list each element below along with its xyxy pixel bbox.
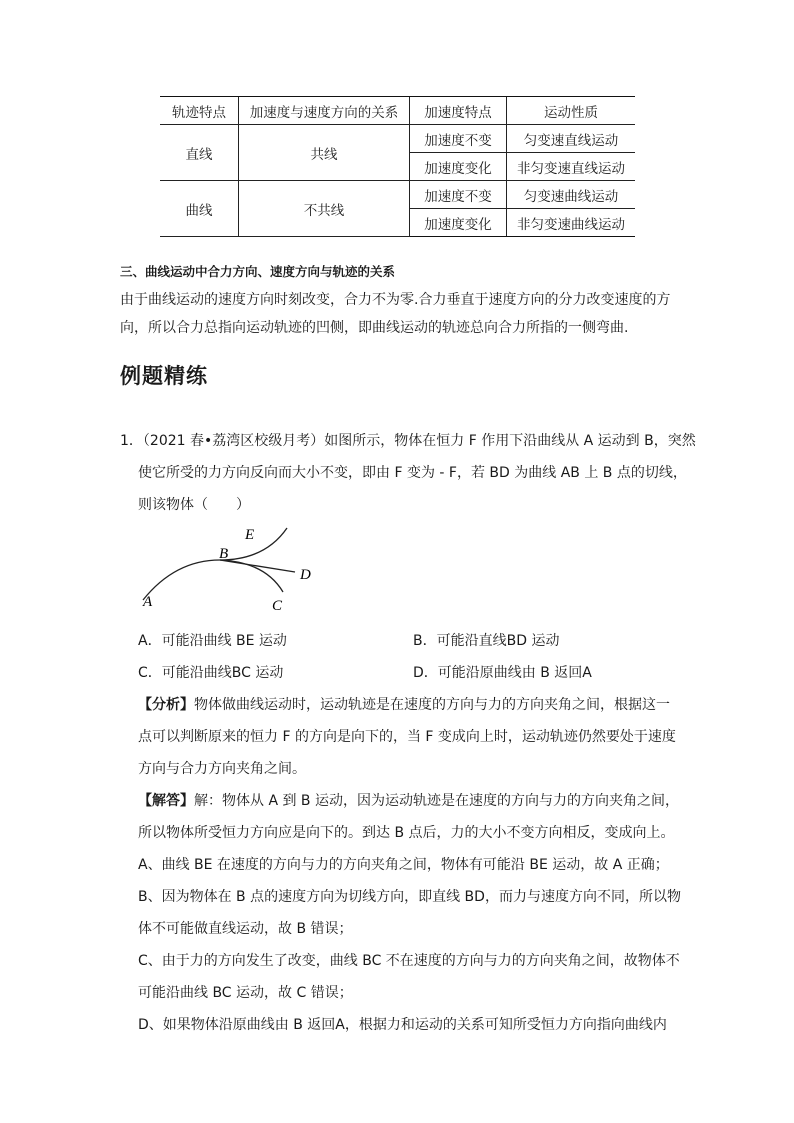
table-cell-track: 直线: [160, 125, 239, 181]
line-BD: [220, 560, 295, 572]
label-C: C: [272, 598, 283, 614]
section-paragraph: [120, 286, 680, 342]
solution-line: 可能沿曲线 BC 运动，故 C 错误；: [138, 985, 353, 1001]
table-cell-nature: 非匀变速直线运动: [507, 153, 636, 181]
table-cell-relation: 不共线: [239, 181, 410, 237]
curve-AB: [143, 560, 220, 600]
table-header-cell: 轨迹特点: [160, 97, 239, 125]
motion-table: [160, 96, 635, 237]
option-d: D．可能沿原曲线由 B 返回A: [413, 665, 592, 681]
solution-line: 所以物体所受恒力方向应是向下的。到达 B 点后，力的大小不变方向相反，变成向上。: [138, 825, 675, 841]
solution-line: [138, 790, 679, 810]
question-line: 1．（2021 春•荔湾区校级月考）如图所示，物体在恒力 F 作用下沿曲线从 A 运动到 B，突然: [120, 433, 696, 449]
solution-line: B、因为物体在 B 点的速度方向为切线方向，即直线 BD，而力与速度方向不同，所以物: [138, 889, 681, 905]
table-header-row: [160, 97, 635, 125]
question-line: 使它所受的力方向反向而大小不变，即由 F 变为 - F，若 BD 为曲线 AB 上 B 点的切线，: [138, 465, 687, 481]
label-B: B: [219, 546, 229, 562]
table-cell-accel: 加速度不变: [410, 125, 507, 153]
solution-line: D、如果物体沿原曲线由 B 返回A，根据力和运动的关系可知所受恒力方向指向曲线内: [138, 1017, 667, 1033]
solution-line: C、由于力的方向发生了改变，曲线 BC 不在速度的方向与力的方向夹角之间，故物体不: [138, 953, 680, 969]
option-b: B．可能沿直线BD 运动: [413, 633, 560, 649]
table-cell-accel: 加速度变化: [410, 209, 507, 237]
table-cell-accel: 加速度变化: [410, 153, 507, 181]
table-cell-accel: 加速度不变: [410, 181, 507, 209]
analysis-tag: 【分析】: [138, 697, 194, 713]
solution-line: A、曲线 BE 在速度的方向与力的方向夹角之间，物体有可能沿 BE 运动，故 A 正确；: [138, 857, 669, 873]
analysis-text: 物体做曲线运动时，运动轨迹是在速度的方向与力的方向夹角之间，根据这一: [194, 697, 670, 713]
table-cell-nature: 非匀变速曲线运动: [507, 209, 636, 237]
label-E: E: [245, 527, 255, 543]
table-cell-nature: 匀变速曲线运动: [507, 181, 636, 209]
example-heading: 例题精练: [120, 364, 208, 388]
table-header-cell: 加速度与速度方向的关系: [239, 97, 410, 125]
table-header-cell: 加速度特点: [410, 97, 507, 125]
solution-tag: 【解答】: [138, 793, 194, 809]
option-c: C．可能沿曲线BC 运动: [138, 665, 284, 681]
table-row: [160, 181, 635, 209]
paragraph-line: 向，所以合力总指向运动轨迹的凹侧，即曲线运动的轨迹总向合力所指的一侧弯曲.: [120, 320, 629, 336]
analysis-line: 方向与合力方向夹角之间。: [138, 761, 306, 777]
table-header-cell: 运动性质: [507, 97, 636, 125]
label-D: D: [300, 567, 311, 583]
table-row: [160, 125, 635, 153]
solution-text: 解：物体从 A 到 B 运动，因为运动轨迹是在速度的方向与力的方向夹角之间，: [194, 793, 679, 809]
option-a: A．可能沿曲线 BE 运动: [138, 633, 287, 649]
analysis-line: [138, 694, 670, 714]
table-cell-nature: 匀变速直线运动: [507, 125, 636, 153]
question-line: 则该物体（ ）: [138, 497, 250, 513]
label-A: A: [143, 594, 153, 610]
analysis-line: 点可以判断原来的恒力 F 的方向是向下的，当 F 变成向上时，运动轨迹仍然要处于速度: [138, 729, 676, 745]
section-title: 三、曲线运动中合力方向、速度方向与轨迹的关系: [120, 264, 396, 279]
table-cell-relation: 共线: [239, 125, 410, 181]
trajectory-figure: [135, 520, 335, 620]
table-cell-track: 曲线: [160, 181, 239, 237]
solution-line: 体不可能做直线运动，故 B 错误；: [138, 921, 353, 937]
paragraph-line: 由于曲线运动的速度方向时刻改变，合力不为零.合力垂直于速度方向的分力改变速度的方: [120, 292, 671, 308]
